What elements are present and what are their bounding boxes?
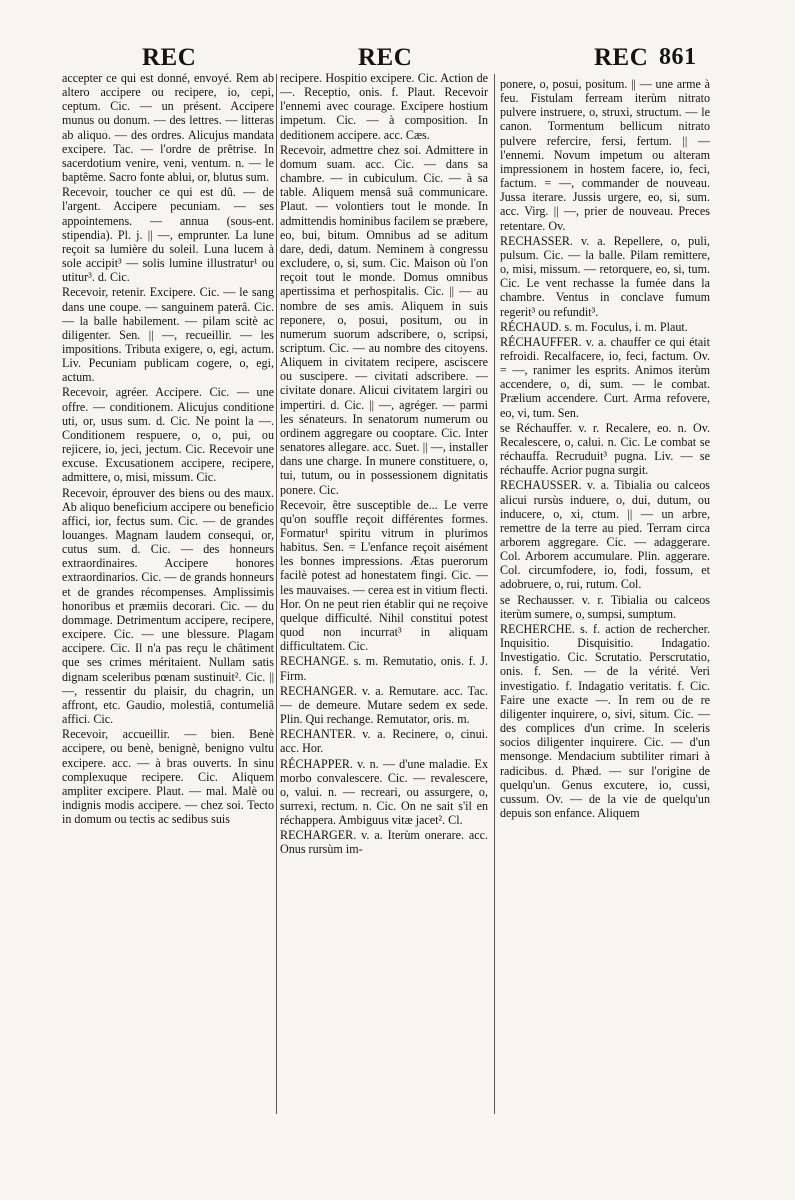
entry-paragraph: se Réchauffer. v. r. Recalere, eo. n. Ov. Recalescere, o, calui. n. Cic. Le combat se réchauffa. Recruduit³ pugna. Liv. — se réchauffe. Acrior pugna surgit.	[500, 420, 710, 478]
entry-paragraph: RECHASSER. v. a. Repellere, o, puli, pulsum. Cic. — la balle. Pilam remittere, o, misi, missum. — retorquere, eo, si, tum. Cic. Le vent rechasse la fumée dans la chambre. Ventus in conclave fumum regerit³ ou refundit³.	[500, 233, 710, 319]
header-left: REC	[142, 44, 197, 71]
entry-paragraph: Recevoir, retenir. Excipere. Cic. — le sang dans une coupe. — sanguinem paterâ. Cic. — la balle habilement. — pilam scitè ac diligenter. Sen. || —, recueillir. — les impositions. Tributa exigere, o, egi, actum. Liv. Pecuniam publicam cogere, o, egi, actum.	[62, 285, 274, 385]
entry-paragraph: RÉCHAUFFER. v. a. chauffer ce qui était refroidi. Recalfacere, io, feci, factum. Ov. = —, ranimer les esprits. Animos iterùm accendere, o, di, sum. — le combat. Prælium accendere. Curt. Arma refovere, eo, vi, tum. Sen.	[500, 334, 710, 420]
entry-paragraph: RECHANGER. v. a. Remutare. acc. Tac. — de demeure. Mutare sedem ex sede. Plin. Qui rechange. Remutator, oris. m.	[280, 683, 488, 727]
entry-paragraph: Recevoir, agréer. Accipere. Cic. — une offre. — conditionem. Alicujus conditione uti, or, usus sum. d. Cic. Ne point la —. Conditionem respuere, o, o, pui, ou rejicere, io, jeci, jectum. Cic. Recevoir une excuse. Excusationem accipere, recipere, admittere, o, misi, missum. Cic.	[62, 385, 274, 485]
header-center: REC	[358, 44, 413, 71]
entry-paragraph: accepter ce qui est donné, envoyé. Rem ab altero accipere ou recipere, io, cepi, ceptum. Cic. — un présent. Accipere munus ou donum. — des lettres. — litteras ab aliquo. — des ordres. Alicujus mandata excipere. Tac. — l'ordre de prêtrise. In sacerdotium venire, veni, ventum. n. — le baptême. Sacro fonte ablui, or, blutus sum.	[62, 71, 274, 185]
entry-paragraph: Recevoir, toucher ce qui est dû. — de l'argent. Accipere pecuniam. — ses appointemens. — annua (sous-ent. stipendia). Pl. j. || —, emprunter. La lune reçoit sa lumière du soleil. Luna lucem à sole accipit³ — solis lumine illustratur¹ ou utitur³. d. Cic.	[62, 185, 274, 285]
column-1	[62, 71, 274, 827]
entry-paragraph: RÉCHAUD. s. m. Foculus, i. m. Plaut.	[500, 319, 688, 334]
column-2	[280, 71, 488, 858]
entry-paragraph: RÉCHAPPER. v. n. — d'une maladie. Ex morbo convalescere. Cic. — revalescere, o, valui. n. — recreari, ou assurgere, o, surrexi, rectum. n. Cic. On ne sait s'il en réchappera. Ambiguus vitæ jacet². Cl.	[280, 756, 488, 828]
entry-paragraph: RECHERCHE. s. f. action de rechercher. Inquisitio. Disquisitio. Indagatio. Investigatio. Cic. Scrutatio. Perscrutatio, onis. f. Sen. — de la vérité. Veri investigatio. f. Indagatio veritatis. f. Cic. Faire une exacte —. In rem ou de re diligenter inquirere, o, sivi, situm. Cic. — des complices d'un crime. In sceleris socios diligenter inquirere. Cic. — d'un mensonge. Mendacium subtiliter rimari à radicibus. d. Phæd. — sur l'origine de quelqu'un. Genus excutere, io, cussi, cussum. Ov. — de la vie de quelqu'un depuis son enfance. Aliquem	[500, 621, 710, 820]
entry-paragraph: Recevoir, être susceptible de... Le verre qu'on souffle reçoit différentes formes. Formatur¹ spiritu vitrum in plurimos habitus. Sen. = L'enfance reçoit aisément les bonnes impressions. Ætas puerorum facilè potest ad honestatem fingi. Cic. — les mauvaises. — cerea est in vitium flecti. Hor. On ne peut rien établir qui ne reçoive quelque difficulté. Nihil constitui potest quod non incurrat³ in aliquam difficultatem. Cic.	[280, 497, 488, 654]
entry-paragraph: recipere. Hospitio excipere. Cic. Action de —. Receptio, onis. f. Plaut. Recevoir l'ennemi avec courage. Excipere hostium impetum. Cic. — à composition. In deditionem accipere. acc. Cæs.	[280, 71, 488, 142]
page-number: 861	[659, 44, 697, 70]
column-rule	[276, 74, 277, 1114]
column-rule	[494, 74, 495, 1114]
entry-paragraph: RECHANGE. s. m. Remutatio, onis. f. J. Firm.	[280, 654, 488, 683]
entry-paragraph: RECHARGER. v. a. Iterùm onerare. acc. Onus rursùm im-	[280, 828, 488, 857]
column-3	[500, 77, 710, 821]
entry-paragraph: se Rechausser. v. r. Tibialia ou calceos iterùm sumere, o, sumpsi, sumptum.	[500, 592, 710, 621]
entry-paragraph: RECHAUSSER. v. a. Tibialia ou calceos alicui rursùs induere, o, dui, dutum, ou inducere, o, xi, ctum. || — un arbre, remettre de la terre au pied. Terram circa arborem aggregare. Cic. — adaggerare. Col. Arborem accumulare. Plin. aggerare. Col. circumfodere, io, fodi, fossum, et adobruere, o, rui, rutum. Col.	[500, 478, 710, 592]
entry-paragraph: ponere, o, posui, positum. || — une arme à feu. Fistulam ferream iterùm nitrato pulvere instruere, o, struxi, structum. — le canon. Tormentum bellicum nitrato pulvere refercire, fersi, fertum. || — l'ennemi. Novum impetum ou alteram impressionem in hostem facere, io, feci, factum. = —, commander de nouveau. Jussa iterare. Jussis urgere, eo, si, sum. acc. Virg. || —, prier de nouveau. Preces retentare. Ov.	[500, 77, 710, 233]
header-right: REC	[594, 44, 649, 71]
entry-paragraph: RECHANTER. v. a. Recinere, o, cinui. acc. Hor.	[280, 727, 488, 756]
entry-paragraph: Recevoir, accueillir. — bien. Benè accipere, ou benè, benignè, benigno vultu excipere. acc. — à bras ouverts. In sinu complexuque recipere. Cic. Aliquem ampliter excipere. Plaut. — mal. Malè ou indignis modis accipere. — chez soi. Tecto in domum ou tectis ac sedibus suis	[62, 727, 274, 827]
entry-paragraph: Recevoir, éprouver des biens ou des maux. Ab aliquo beneficium accipere ou beneficio affici, ior, fectus sum. Cic. — de grandes louanges. Magnam laudem consequi, or, cutus sum. d. Cic. — des honneurs extraordinaires. Accipere honores extraordinarios. Cic. — de grands honneurs et de grandes récompenses. Amplissimis honoribus et præmiis decorari. Cic. — du dommage. Detrimentum accipere, recipere, excipere. Cic. — une blessure. Plagam accipere. Cic. Il n'a pas reçu le châtiment que ses crimes méritaient. Nullam satis dignam sceleribus pœnam sustinuit². Cic. || —, ressentir du plaisir, du chagrin, un affront, etc. Gaudio, molestiâ, contumeliâ affici. Cic.	[62, 485, 274, 727]
entry-paragraph: Recevoir, admettre chez soi. Admittere in domum suam. acc. Cic. — dans sa chambre. — in cubiculum. Cic. — à sa table. Aliquem mensâ suâ communicare. Plaut. — volontiers tout le monde. In admittendis hominibus facilem se præbere, eo, bui, bitum. Omnibus ad se aditum dare, dedi, datum. Neminem à congressu excludere, o, si, sum. Cic. Maison où l'on reçoit tout le monde. Domus omnibus apertissima et perhospitalis. Cic. || — au nombre de ses amis. Aliquem in suis reponere, o, posui, positum, ou in numerum suorum adscribere, o, scripsi, scriptum. Cic. — au nombre des citoyens. Aliquem in civitatem recipere, asciscere ou suscipere. — civitati adscribere. — civitate donare. Alicui civitatem largiri ou impertiri. d. Cic. || —, agréger. — parmi les sénateurs. In senatorum numerum ou ordinem aggregare ou cooptare. Cic. Inter senatores allegare. acc. Suet. || —, installer dans une charge. In munere constituere, o, tui, tutum, ou in possessionem dignitatis ponere. Cic.	[280, 142, 488, 497]
